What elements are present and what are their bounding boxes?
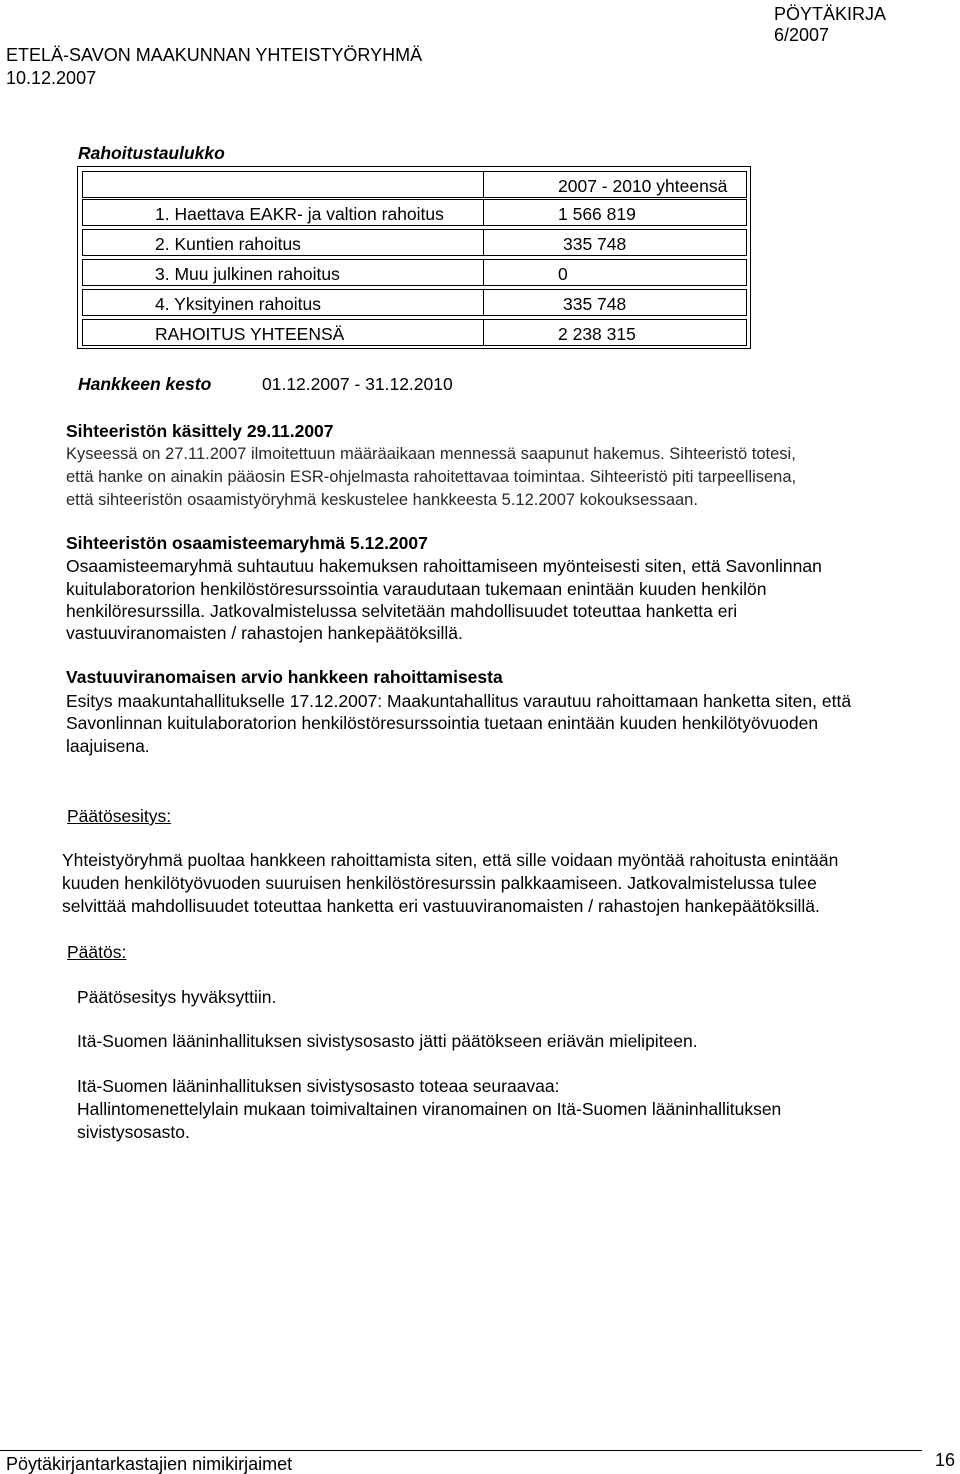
paragraph-line: Savonlinnan kuitulaboratorion henkilöstöresurssointia tuetaan enintään kuuden henkilötyövuoden [66,713,819,733]
table-row-value-cell [483,289,747,316]
organization-name: ETELÄ-SAVON MAAKUNNAN YHTEISTYÖRYHMÄ [6,45,423,65]
paragraph-line: kuuden henkilötyövuoden suuruisen henkilöstöresurssin palkkaamiseen. Jatkovalmistelussa tulee [62,873,817,893]
statement-line: Hallintomenettelylain mukaan toimivaltainen viranomainen on Itä-Suomen lääninhallituksen [77,1099,782,1119]
paragraph-line: kuitulaboratorion henkilöstöresurssointia varaudutaan tukemaan enintään kuuden henkilön [66,579,767,599]
page-number: 16 [935,1450,956,1470]
row-label: 3. Muu julkinen rahoitus [155,264,340,284]
duration-value: 01.12.2007 - 31.12.2010 [262,374,453,394]
authority-heading: Vastuuviranomaisen arvio hankkeen rahoittamisesta [66,667,503,687]
table-row-value-cell [483,259,747,286]
paragraph-line: Osaamisteemaryhmä suhtautuu hakemuksen rahoittamiseen myönteisesti siten, että Savonlinnan [66,556,822,576]
table-row-label-cell [82,229,484,256]
table-row-label-cell [82,199,484,226]
footer-divider [0,1450,922,1451]
funding-table [77,166,751,349]
paragraph-line: että sihteeristön osaamistyöryhmä keskustelee hankkeesta 5.12.2007 kokouksessaan. [66,491,698,509]
decision-accepted: Päätösesitys hyväksyttiin. [77,987,277,1007]
paragraph-line: Yhteistyöryhmä puoltaa hankkeen rahoittamista siten, että sille voidaan myöntää rahoitusta enintään [62,850,839,870]
footer-label: Pöytäkirjantarkastajien nimikirjaimet [6,1454,293,1474]
row-label: 4. Yksityinen rahoitus [155,294,322,314]
decision-heading: Päätös: [67,942,127,962]
duration-label: Hankkeen kesto [78,374,212,394]
column-header: 2007 - 2010 yhteensä [558,176,728,196]
table-header-empty-cell [82,171,484,198]
row-value: 335 748 [563,234,627,254]
decision-dissent: Itä-Suomen lääninhallituksen sivistysosasto jätti päätökseen eriävän mielipiteen. [77,1031,698,1051]
table-row-label-cell [82,259,484,286]
row-value: 1 566 819 [558,204,636,224]
total-value: 2 238 315 [558,324,636,344]
row-label: 2. Kuntien rahoitus [155,234,301,254]
document-type: PÖYTÄKIRJA [774,4,887,24]
paragraph-line: selvittää mahdollisuudet toteuttaa hanketta eri vastuuviranomaisten / rahastojen hankepäätöksillä. [62,896,820,916]
paragraph-line: henkilöresurssilla. Jatkovalmistelussa selvitetään mahdollisuudet toteuttaa hanketta eri [66,601,738,621]
row-label: 1. Haettava EAKR- ja valtion rahoitus [155,204,444,224]
table-row-value-cell [483,199,747,226]
statement-line: Itä-Suomen lääninhallituksen sivistysosasto toteaa seuraavaa: [77,1076,560,1096]
paragraph-line: Kyseessä on 27.11.2007 ilmoitettuun määräaikaan mennessä saapunut hakemus. Sihteeristö totesi, [66,445,796,463]
row-value: 0 [558,264,568,284]
paragraph-line: vastuuviranomaisten / rahastojen hankepäätöksillä. [66,623,463,643]
table-total-label-cell [82,319,484,346]
paragraph-line: Esitys maakuntahallitukselle 17.12.2007: Maakuntahallitus varautuu rahoittamaan hanketta siten, että [66,691,852,711]
secretariat-heading: Sihteeristön käsittely 29.11.2007 [66,421,334,441]
paragraph-line: laajuisena. [66,736,150,756]
statement-line: sivistysosasto. [77,1122,190,1142]
proposal-heading: Päätösesitys: [67,806,172,826]
table-row-value-cell [483,229,747,256]
table-total-value-cell [483,319,747,346]
funding-table-title: Rahoitustaulukko [78,143,225,163]
row-value: 335 748 [563,294,627,314]
paragraph-line: että hanke on ainakin pääosin ESR-ohjelmasta rahoitettavaa toimintaa. Sihteeristö piti tarpeellisena, [66,468,797,486]
total-label: RAHOITUS YHTEENSÄ [155,324,345,344]
table-row-label-cell [82,289,484,316]
table-header-cell [483,171,747,198]
document-number: 6/2007 [774,25,830,45]
document-date: 10.12.2007 [6,68,97,88]
expert-group-heading: Sihteeristön osaamisteemaryhmä 5.12.2007 [66,533,428,553]
